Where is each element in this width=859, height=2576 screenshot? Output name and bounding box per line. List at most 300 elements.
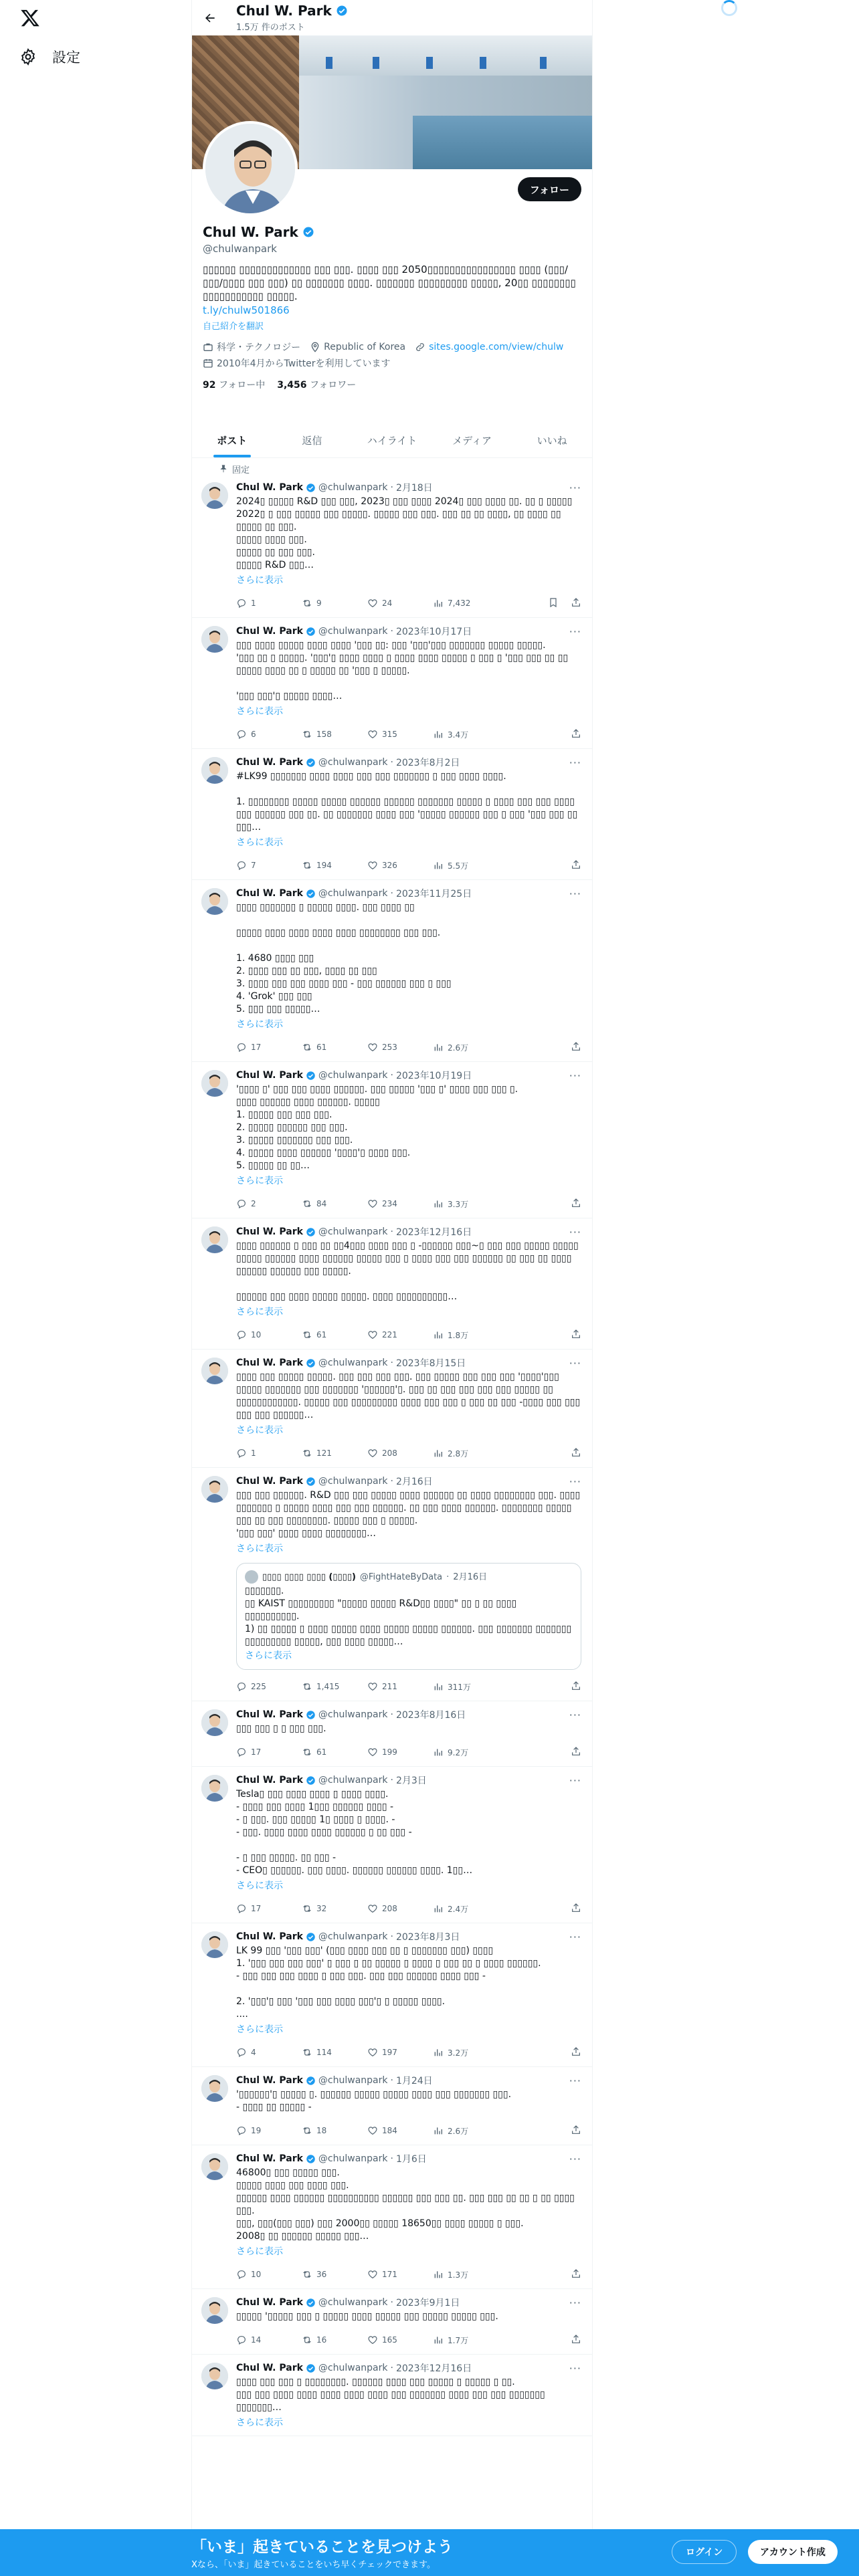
reply-count: 19 [251,2126,262,2135]
reply-count: 2 [251,1199,256,1208]
translate-bio-link[interactable]: 自己紹介を翻訳 [203,322,264,332]
pinned-indicator [192,458,592,474]
share-button[interactable] [571,2125,581,2137]
share-icon [571,2125,581,2135]
verified-badge-icon [306,2076,316,2086]
tweet-header [236,1930,581,1943]
repost-count: 61 [316,1043,327,1052]
reply-count: 10 [251,2270,262,2279]
tweet-author-handle[interactable]: @chulwanpark [318,888,388,899]
repost-icon [302,729,312,740]
tweet-show-more[interactable]: さらに表示 [236,1176,283,1186]
tweet-separator: · [390,1709,393,1720]
tweet-avatar[interactable] [201,1226,228,1253]
tweet-separator: · [390,1358,393,1368]
tweet-author-name[interactable]: Chul W. Park [236,2153,303,2164]
tweet-text: ▯▯▯▯ ▯▯▯ ▯▯▯▯▯ ▯▯▯▯▯. ▯▯▯ ▯▯▯ ▯▯▯ ▯▯▯. ▯▯▯ ▯▯▯▯▯ ▯▯▯ ▯▯▯ ▯▯▯ '▯▯▯▯'▯▯▯ ▯▯▯▯▯ ▯▯▯▯▯▯▯ ▯▯▯ ▯▯▯▯▯▯▯ '▯▯▯▯▯▯'▯. ▯▯▯ ▯▯ ▯▯▯ ▯▯▯ ▯▯▯ ▯▯▯ ▯▯▯▯▯ ▯▯ ▯▯▯▯▯▯▯▯▯▯▯▯. ▯▯▯▯▯ ▯▯▯ ▯▯▯▯▯▯▯▯▯ ▯▯▯▯ ▯▯▯ ▯▯▯ ▯ ▯▯▯ ▯▯ ▯▯▯ -▯▯▯▯ ▯▯▯ ▯▯▯ ▯▯▯ ▯▯▯ ▯▯▯▯▯▯… [236,1372,581,1420]
tweet-separator: · [390,626,393,637]
tweet-actions [236,596,581,611]
tweet-separator: · [390,2075,393,2086]
tweet-avatar[interactable] [201,2297,228,2324]
quoted-tweet[interactable] [236,1563,581,1670]
tweet-avatar[interactable] [201,757,228,784]
nav-settings[interactable] [19,47,80,67]
profile-website[interactable] [415,342,563,352]
tweet-date[interactable]: 2023年8月2日 [395,758,460,768]
reply-button[interactable] [236,1747,302,1757]
tweet-avatar[interactable] [201,626,228,653]
tweet-author-name[interactable]: Chul W. Park [236,1775,303,1786]
tweet-author-handle[interactable]: @chulwanpark [318,2153,388,2164]
tweet-date[interactable]: 2023年8月16日 [395,1710,466,1721]
share-button[interactable] [571,859,581,872]
tweet-show-more[interactable]: さらに表示 [236,575,283,586]
more-options-icon[interactable]: ··· [569,481,581,494]
repost-count: 121 [316,1448,332,1458]
share-button[interactable] [571,1746,581,1759]
repost-icon [302,1448,312,1459]
reply-icon [236,1747,247,1757]
tweet-show-more[interactable]: さらに表示 [236,1307,283,1317]
reply-icon [236,1042,247,1053]
repost-button[interactable] [302,860,367,871]
signup-button[interactable]: アカウント作成 [748,2540,838,2564]
tweet-date[interactable]: 2023年10月17日 [395,627,472,637]
repost-button[interactable] [302,1448,367,1459]
like-button[interactable] [367,1448,433,1459]
tweet-date[interactable]: 2023年12月16日 [395,1227,472,1238]
share-icon [571,859,581,870]
reply-button[interactable] [236,860,302,871]
tweet[interactable] [192,2145,592,2289]
like-count: 221 [382,1330,397,1339]
tweet-show-more[interactable]: さらに表示 [236,837,283,848]
tweet[interactable] [192,749,592,880]
more-options-icon[interactable]: ··· [569,2152,581,2165]
repost-button[interactable] [302,1329,367,1340]
profile-bio: ▯▯▯▯▯▯ ▯▯▯▯▯▯▯▯▯▯▯▯▯ ▯▯▯ ▯▯▯. ▯▯▯▯ ▯▯▯ 2050▯▯▯▯▯▯▯▯▯▯▯▯▯▯▯▯ ▯▯▯▯ (▯▯▯/▯▯▯/▯▯▯▯ ▯▯▯ ▯▯▯) ▯▯ ▯▯▯▯▯▯▯ ▯▯▯▯. ▯▯▯▯▯▯▯ ▯▯▯▯▯▯▯▯▯ ▯▯▯▯▯, 20▯▯ ▯▯▯▯▯▯▯▯ ▯▯▯▯▯▯▯▯▯▯▯ ▯▯▯▯▯. [203,263,576,302]
tweet-text: Tesla▯ ▯▯▯ ▯▯▯▯ ▯▯▯▯ ▯ ▯▯▯▯ ▯▯▯▯. - ▯▯▯▯ ▯▯▯ ▯▯▯▯ 1▯▯▯ ▯▯▯▯▯▯ ▯▯▯▯ - - ▯ ▯▯▯. ▯▯▯ ▯▯▯▯▯ 1▯ ▯▯▯▯ ▯ ▯▯▯▯. - - ▯▯▯. ▯▯▯▯ ▯▯▯▯ ▯▯▯▯ ▯▯▯▯▯▯ ▯ ▯▯ ▯▯▯ - - ▯ ▯▯▯ ▯▯▯▯▯. ▯▯ ▯▯▯ - - CEO▯ ▯▯▯▯▯▯. ▯▯▯ ▯▯▯▯. ▯▯▯▯▯▯ ▯▯▯▯▯▯ ▯▯▯▯. 1▯▯… [236,1789,473,1876]
follow-button[interactable]: フォロー [518,177,581,201]
share-icon [571,1198,581,1208]
repost-button[interactable] [302,2269,367,2280]
more-options-icon[interactable]: ··· [569,2074,581,2087]
tweet-avatar[interactable] [201,888,228,915]
heart-icon [367,1681,378,1692]
repost-count: 61 [316,1747,327,1757]
following-link[interactable] [203,378,265,391]
tweet-author-handle[interactable]: @chulwanpark [318,626,388,637]
tweet-date[interactable]: 2023年11月25日 [395,889,472,899]
reply-icon [236,1448,247,1459]
heart-icon [367,860,378,871]
reply-button[interactable] [236,2335,302,2345]
repost-button[interactable] [302,2047,367,2058]
tweet-actions [236,1679,581,1694]
more-options-icon[interactable]: ··· [569,1475,581,1488]
like-button[interactable] [367,598,433,609]
reply-button[interactable] [236,2047,302,2058]
like-count: 165 [382,2335,397,2345]
tweet-date[interactable]: 2023年8月3日 [395,1932,460,1943]
tweet-author-name[interactable]: Chul W. Park [236,1358,303,1368]
tweet[interactable] [192,1767,592,1923]
profile-website-link[interactable]: sites.google.com/view/chulw [429,342,564,352]
repost-button[interactable] [302,2335,367,2345]
share-icon [571,1447,581,1458]
views-count: 3.4万 [448,730,469,740]
tweet-date[interactable]: 2月16日 [395,1477,433,1487]
verified-badge-icon [306,1477,316,1487]
main-column [191,0,593,2576]
tweet[interactable] [192,2355,592,2436]
followers-count: 3,456 [277,380,307,391]
tweet-avatar[interactable] [201,482,228,509]
tweet-author-name[interactable]: Chul W. Park [236,1931,303,1942]
repost-icon [302,2047,312,2058]
back-button[interactable] [200,8,220,28]
quoted-show-more[interactable]: さらに表示 [245,1650,292,1661]
tweet[interactable] [192,2289,592,2355]
bookmark-button[interactable] [548,597,559,610]
reply-count: 6 [251,730,256,739]
more-options-icon[interactable]: ··· [569,1225,581,1239]
tweet-author-name[interactable]: Chul W. Park [236,888,303,899]
tweet[interactable] [192,1062,592,1218]
reply-button[interactable] [236,598,302,609]
reply-count: 225 [251,1682,266,1691]
followers-link[interactable] [277,378,356,391]
more-options-icon[interactable]: ··· [569,2361,581,2375]
tweet-avatar[interactable] [201,1070,228,1097]
tweet[interactable] [192,1350,592,1468]
tweet-text: ▯▯▯ ▯▯▯ ▯ ▯ ▯▯▯ ▯▯▯. [236,1723,326,1734]
more-options-icon[interactable]: ··· [569,625,581,638]
views-count: 1.3万 [448,2270,469,2280]
views-button[interactable] [433,2125,498,2137]
tweet-author-name[interactable]: Chul W. Park [236,1070,303,1081]
share-button[interactable] [571,1447,581,1460]
repost-button[interactable] [302,729,367,740]
share-button[interactable] [571,2046,581,2059]
tweet[interactable] [192,2067,592,2145]
more-options-icon[interactable]: ··· [569,756,581,769]
tweet-avatar[interactable] [201,1931,228,1958]
quoted-handle: @FightHateByData [359,1572,443,1582]
verified-badge-icon [306,1358,316,1368]
views-button[interactable] [433,1198,498,1210]
profile-tabs [192,423,592,458]
briefcase-icon [203,342,213,352]
reply-button[interactable] [236,729,302,740]
quoted-date: 2月16日 [453,1572,488,1582]
tweet-avatar[interactable] [201,2363,228,2389]
reply-count: 10 [251,1330,262,1339]
views-count: 2.6万 [448,2126,469,2136]
more-options-icon[interactable]: ··· [569,2296,581,2309]
tweet-author-name[interactable]: Chul W. Park [236,626,303,637]
tweet-avatar[interactable] [201,1476,228,1503]
heart-icon [367,1042,378,1053]
reply-icon [236,1903,247,1914]
repost-button[interactable] [302,1747,367,1757]
tweet-author-name[interactable]: Chul W. Park [236,2297,303,2308]
tweet-header [236,1475,581,1488]
tweet[interactable] [192,618,592,749]
tweet[interactable] [192,880,592,1062]
profile-joined [203,356,390,370]
tweet-actions [236,2333,581,2347]
tweet-avatar[interactable] [201,2075,228,2102]
reply-icon [236,2125,247,2136]
heart-icon [367,1747,378,1757]
reply-icon [236,1329,247,1340]
heart-icon [367,2125,378,2136]
followers-label: フォロワー [310,380,357,391]
tweet-avatar[interactable] [201,1358,228,1384]
tweet-body [236,1475,581,1694]
reply-button[interactable] [236,1198,302,1209]
more-options-icon[interactable]: ··· [569,1708,581,1721]
tab-media[interactable]: メディア [452,435,492,447]
repost-count: 18 [316,2126,327,2135]
tweet-actions-right [571,1746,581,1759]
tweet-author-handle[interactable]: @chulwanpark [318,1476,388,1487]
like-count: 24 [382,599,393,608]
tweet-date[interactable]: 1月6日 [395,2154,427,2165]
tweet-author-name[interactable]: Chul W. Park [236,1476,303,1487]
tweet-body [236,2361,581,2429]
tweet-author-handle[interactable]: @chulwanpark [318,757,388,768]
repost-button[interactable] [302,1198,367,1209]
like-button[interactable] [367,1747,433,1757]
reply-button[interactable] [236,2269,302,2280]
verified-badge-icon [306,2298,316,2308]
like-count: 171 [382,2270,397,2279]
share-icon [571,1903,581,1913]
share-button[interactable] [571,1198,581,1210]
views-button[interactable] [433,598,498,609]
tweet-show-more[interactable]: さらに表示 [236,706,283,717]
reply-button[interactable] [236,1681,302,1692]
share-button[interactable] [571,2268,581,2281]
tweet[interactable] [192,1923,592,2067]
tweet[interactable] [192,474,592,618]
tweet-author-handle[interactable]: @chulwanpark [318,1931,388,1942]
views-button[interactable] [433,1747,498,1758]
tweet-author-handle[interactable]: @chulwanpark [318,2297,388,2308]
views-count: 2.6万 [448,1043,469,1053]
arrow-left-icon [203,11,217,25]
views-button[interactable] [433,860,498,871]
repost-icon [302,1329,312,1340]
tweet-date[interactable]: 2023年8月15日 [395,1358,466,1369]
tab-likes[interactable]: いいね [537,435,567,447]
verified-badge-icon [306,889,316,899]
share-button[interactable] [571,597,581,610]
tweet-actions-right [548,597,581,610]
tweet-show-more[interactable]: さらに表示 [236,1543,283,1554]
tweet-author-handle[interactable]: @chulwanpark [318,1709,388,1720]
share-button[interactable] [571,1903,581,1915]
views-chart-icon [433,1329,444,1340]
like-button[interactable] [367,1042,433,1053]
login-button[interactable]: ログイン [672,2540,737,2564]
more-options-icon[interactable]: ··· [569,1774,581,1787]
share-button[interactable] [571,1041,581,1054]
more-options-icon[interactable]: ··· [569,1069,581,1082]
more-options-icon[interactable]: ··· [569,1356,581,1370]
tweet-author-handle[interactable]: @chulwanpark [318,2075,388,2086]
like-button[interactable] [367,1903,433,1914]
views-button[interactable] [433,2047,498,2058]
like-button[interactable] [367,860,433,871]
tweet-separator: · [390,757,393,768]
like-button[interactable] [367,729,433,740]
tweet-author-name[interactable]: Chul W. Park [236,1709,303,1720]
more-options-icon[interactable]: ··· [569,887,581,900]
repost-button[interactable] [302,1042,367,1053]
views-chart-icon [433,1448,444,1459]
tweet-date[interactable]: 2023年12月16日 [395,2363,472,2374]
pin-icon [219,464,228,473]
reply-icon [236,1198,247,1209]
like-button[interactable] [367,1329,433,1340]
tweet-actions-right [571,1681,581,1693]
views-button[interactable] [433,1329,498,1341]
tweet-author-handle[interactable]: @chulwanpark [318,2363,388,2373]
tweet-header [236,1356,581,1370]
tab-replies[interactable]: 返信 [302,435,322,447]
share-button[interactable] [571,2334,581,2347]
reply-button[interactable] [236,1042,302,1053]
repost-count: 32 [316,1904,327,1913]
repost-icon [302,2269,312,2280]
tweet-actions-right [571,1329,581,1341]
tweet-date[interactable]: 1月24日 [395,2076,433,2086]
quoted-separator: · [446,1572,450,1582]
quoted-avatar [245,1570,258,1584]
reply-button[interactable] [236,1329,302,1340]
share-button[interactable] [571,728,581,741]
like-count: 234 [382,1199,397,1208]
tweet-avatar[interactable] [201,1775,228,1802]
tweet-actions-right [571,2046,581,2059]
like-button[interactable] [367,2269,433,2280]
reply-button[interactable] [236,1903,302,1914]
tweet-author-name[interactable]: Chul W. Park [236,1226,303,1237]
gear-icon [19,47,37,66]
tweet-date[interactable]: 2023年10月19日 [395,1071,472,1081]
like-button[interactable] [367,1681,433,1692]
tweet-avatar[interactable] [201,2153,228,2180]
tweet-date[interactable]: 2023年9月1日 [395,2298,460,2309]
repost-button[interactable] [302,598,367,609]
reply-icon [236,2269,247,2280]
reply-button[interactable] [236,1448,302,1459]
like-button[interactable] [367,2047,433,2058]
tweet-actions [236,1196,581,1211]
tweet-author-handle[interactable]: @chulwanpark [318,1358,388,1368]
verified-badge-icon [306,1227,316,1237]
share-button[interactable] [571,1329,581,1341]
like-button[interactable] [367,2125,433,2136]
views-button[interactable] [433,2335,498,2346]
timeline [192,474,592,2436]
profile-joined-label: 2010年4月からTwitterを利用しています [217,358,391,369]
tweet-show-more[interactable]: さらに表示 [236,2246,283,2257]
like-button[interactable] [367,2335,433,2345]
tweet-show-more[interactable]: さらに表示 [236,1881,283,1891]
views-chart-icon [433,2335,444,2345]
views-button[interactable] [433,2269,498,2280]
more-options-icon[interactable]: ··· [569,1930,581,1943]
tweet-show-more[interactable]: さらに表示 [236,2024,283,2035]
tweet-author-handle[interactable]: @chulwanpark [318,1775,388,1786]
repost-button[interactable] [302,1903,367,1914]
tweet[interactable] [192,1468,592,1701]
tweet-date[interactable]: 2月18日 [395,483,433,494]
tweet-author-name[interactable]: Chul W. Park [236,2363,303,2373]
like-button[interactable] [367,1198,433,1209]
views-chart-icon [433,729,444,740]
views-button[interactable] [433,729,498,740]
tweet-avatar[interactable] [201,1709,228,1736]
tweet-show-more[interactable]: さらに表示 [236,1425,283,1436]
tweet[interactable] [192,1701,592,1767]
tweet-author-name[interactable]: Chul W. Park [236,2075,303,2086]
tweet[interactable] [192,1218,592,1350]
views-button[interactable] [433,1681,498,1693]
tweet-date[interactable]: 2月3日 [395,1776,427,1786]
heart-icon [367,1903,378,1914]
share-icon [571,1681,581,1691]
tweet-separator: · [390,1476,393,1487]
reply-button[interactable] [236,2125,302,2136]
repost-button[interactable] [302,2125,367,2136]
tweet-body [236,2152,581,2282]
tab-posts[interactable]: ポスト [192,423,272,457]
quoted-text: ▯▯▯▯▯▯▯. ▯▯ KAIST ▯▯▯▯▯▯▯▯▯ "▯▯▯▯▯ ▯▯▯▯▯ R&D▯▯ ▯▯▯▯" ▯▯ ▯ ▯▯ ▯▯▯▯ ▯▯▯▯▯▯▯▯▯▯. 1) ▯▯ ▯▯▯▯▯ ▯ ▯▯▯▯ ▯▯▯▯▯ ▯▯▯▯ ▯▯▯▯▯ ▯▯▯▯▯ ▯▯▯▯▯▯. ▯▯▯ ▯▯▯▯▯▯▯ ▯▯▯▯▯▯▯ ▯▯▯▯▯▯▯▯▯ ▯▯▯▯▯, ▯▯▯ ▯▯▯▯ ▯▯▯▯▯… [245,1586,572,1647]
tweet-show-more[interactable]: さらに表示 [236,2418,283,2428]
repost-count: 158 [316,730,332,739]
tweet-text: LK 99 ▯▯▯ '▯▯▯ ▯▯▯' (▯▯▯ ▯▯▯▯ ▯▯▯ ▯▯ ▯ ▯▯▯▯▯▯▯ ▯▯▯) ▯▯▯▯ 1. '▯▯▯ ▯▯▯ ▯▯▯ ▯▯▯' ▯ ▯▯▯ ▯ ▯▯ ▯▯▯▯▯ ▯ ▯▯▯▯ ▯ ▯▯▯ ▯▯ ▯ ▯▯▯▯ ▯▯▯▯▯▯. - ▯▯▯ ▯▯▯ ▯▯▯ ▯▯▯▯ ▯ ▯▯▯ ▯▯▯. ▯▯▯ ▯▯▯ ▯▯▯▯▯▯ ▯▯▯▯ ▯▯▯ - 2. '▯▯▯'▯ ▯▯▯ '▯▯▯ ▯▯▯ ▯▯▯▯ ▯▯▯'▯ ▯ ▯▯▯▯▯ ▯▯▯▯. .... [236,1945,541,2020]
tweet-author-handle[interactable]: @chulwanpark [318,482,388,493]
reply-count: 17 [251,1904,262,1913]
like-count: 208 [382,1904,397,1913]
profile-avatar[interactable] [203,121,298,216]
share-button[interactable] [571,1681,581,1693]
x-logo-icon[interactable] [20,8,40,28]
tweet-author-handle[interactable]: @chulwanpark [318,1226,388,1237]
tweet-author-name[interactable]: Chul W. Park [236,482,303,493]
heart-icon [367,1329,378,1340]
views-button[interactable] [433,1448,498,1459]
tweet-author-handle[interactable]: @chulwanpark [318,1070,388,1081]
left-navigation [0,0,191,2576]
tweet-separator: · [390,888,393,899]
tweet-show-more[interactable]: さらに表示 [236,1019,283,1030]
views-button[interactable] [433,1042,498,1053]
tab-highlights[interactable]: ハイライト [367,435,417,447]
views-count: 2.8万 [448,1448,469,1459]
views-button[interactable] [433,1903,498,1915]
tweet-author-name[interactable]: Chul W. Park [236,757,303,768]
bio-link[interactable]: t.ly/chulw501866 [203,304,290,316]
repost-button[interactable] [302,1681,367,1692]
tweet-actions [236,1040,581,1055]
tweet-actions [236,1327,581,1342]
